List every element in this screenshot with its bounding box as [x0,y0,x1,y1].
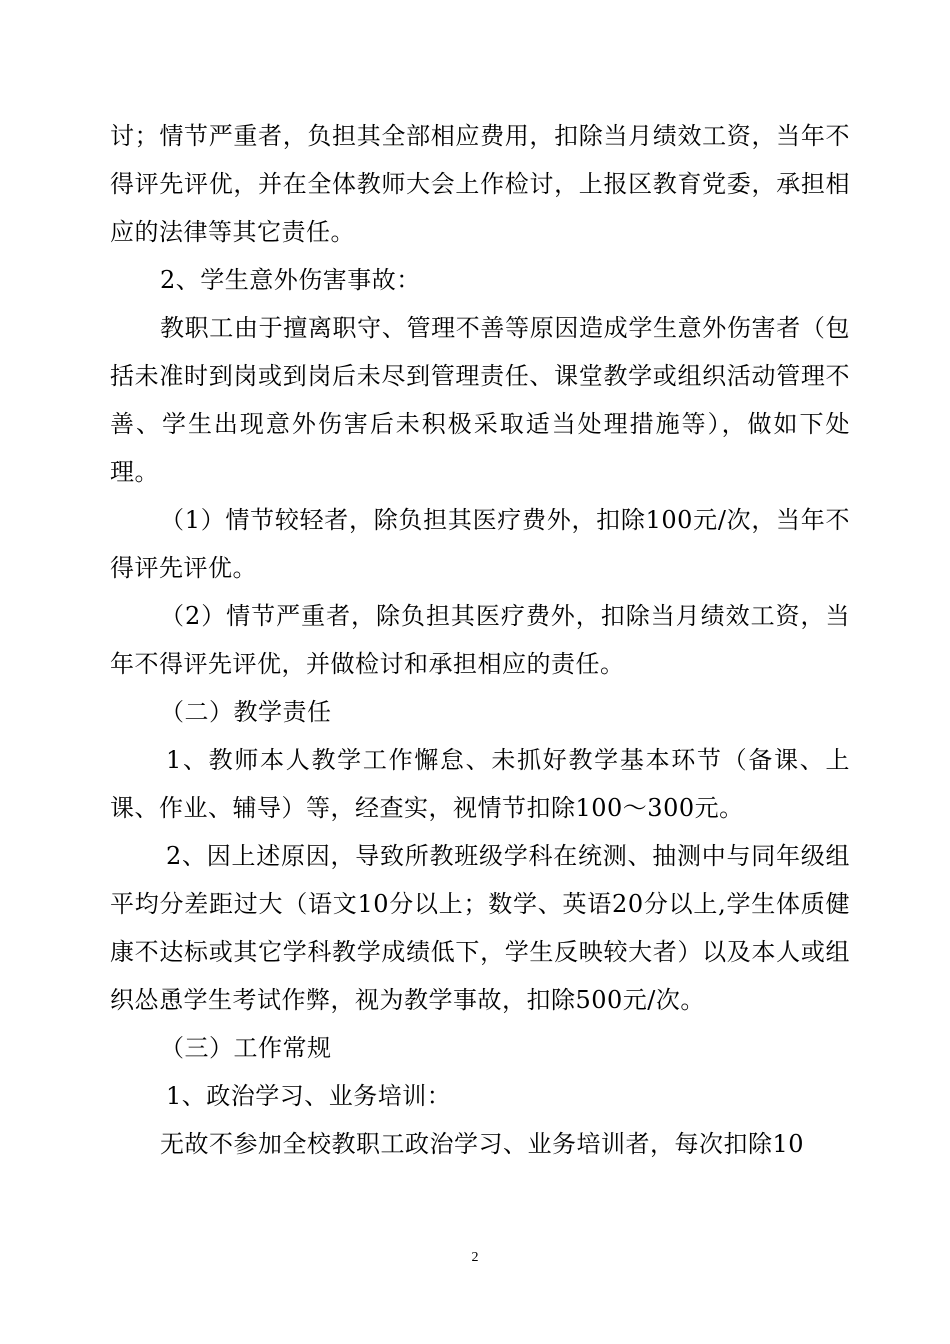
subheading-accident: 2、学生意外伤害事故： [160,266,421,294]
section-heading-routine: （三）工作常规 [160,1034,332,1062]
section-heading-teaching: （二）教学责任 [160,698,332,726]
paragraph-study-training: 无故不参加全校教职工政治学习、业务培训者，每次扣除10 [160,1130,805,1158]
subheading-study-training: 1、政治学习、业务培训： [166,1082,452,1110]
document-page [110,112,850,1168]
paragraph-serious-case: （2）情节严重者，除负担其医疗费外，扣除当月绩效工资，当年不得评先评优，并做检讨和承担相应的责任。 [110,602,850,678]
paragraph-minor-case: （1）情节较轻者，除负担其医疗费外，扣除100元/次，当年不得评先评优。 [110,506,850,582]
paragraph-teaching-2: 2、因上述原因，导致所教班级学科在统测、抽测中与同年级组平均分差距过大（语文10分以上；数学、英语20分以上,学生体质健康不达标或其它学科教学成绩低下，学生反映较大者）以及本人或组织怂恿学生考试作弊，视为教学事故，扣除500元/次。 [110,842,850,1014]
paragraph-continued: 讨；情节严重者，负担其全部相应费用，扣除当月绩效工资，当年不得评先评优，并在全体教师大会上作检讨，上报区教育党委，承担相应的法律等其它责任。 [110,122,850,246]
page-number: 2 [471,1250,479,1265]
paragraph-accident-description: 教职工由于擅离职守、管理不善等原因造成学生意外伤害者（包括未准时到岗或到岗后未尽到管理责任、课堂教学或组织活动管理不善、学生出现意外伤害后未积极采取适当处理措施等），做如下处理。 [110,314,850,486]
paragraph-teaching-1: 1、教师本人教学工作懈怠、未抓好教学基本环节（备课、上课、作业、辅导）等，经查实，视情节扣除100～300元。 [110,746,850,822]
